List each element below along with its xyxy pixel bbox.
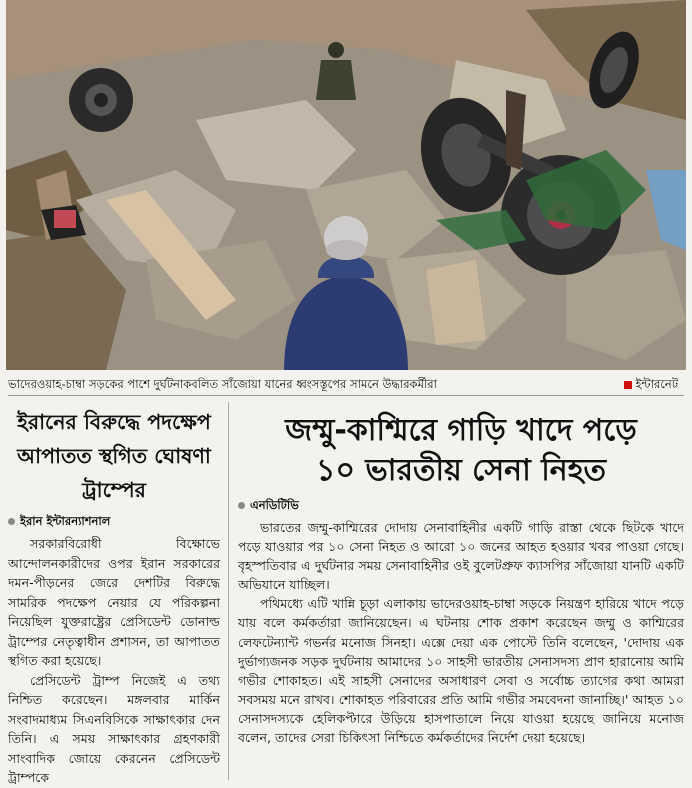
- photo-caption-row: [8, 373, 684, 396]
- left-source: [8, 513, 220, 532]
- main-paragraph-1: ভারতের জম্মু-কাশ্মিরের দোদায় সেনাবাহিনীর একটি গাড়ি রাস্তা থেকে ছিটকে খাদে পড়ে যাওয়ার পর ১০ সেনা নিহত ও আরো ১০ জনের আহত হওয়ার খবর পাওয়া গেছে। বৃহস্পতিবার এ দুর্ঘটনার সময় সেনাবাহিনীর ওই বুলেটপ্রুফ ক্যাসপির সাঁজোয়া যানটি একটি অভিযানে যাচ্ছিল।: [238, 520, 684, 593]
- left-headline-line-3: ট্রাম্পের: [82, 478, 146, 502]
- left-story: [8, 405, 220, 788]
- main-headline: [238, 411, 684, 491]
- accident-photo: [6, 0, 686, 370]
- left-headline-line-1: ইরানের বিরুদ্ধে পদক্ষেপ: [17, 410, 211, 434]
- main-paragraph-2: পথিমধ্যে এটি খান্নি চূড়া এলাকায় ভাদেরওয়াহ-চাম্বা সড়কে নিয়ন্ত্রণ হারিয়ে খাদে পড়ে যায় বলে কর্মকর্তারা জানিয়েছেন। এ ঘটনায় শোক প্রকাশ করেছেন জম্মু ও কাশ্মিরের লেফটেন্যান্ট গভর্নর মনোজ সিনহা। এক্সে দেয়া এক পোস্টে তিনি বলেছেন, 'দোদায় এক দুর্ভাগ্যজনক সড়ক দুর্ঘটনায় আমাদের ১০ সাহসী ভারতীয় সেনাসদস্য প্রাণ হারানোয় আমি গভীর শোকাহত। এই সাহসী সেনাদের অসাধারণ সেবা ও সর্বোচ্চ ত্যাগের কথা আমরা সবসময় মনে রাখব। শোকাহত পরিবারের প্রতি আমি গভীর সমবেদনা জানাচ্ছি।' আহত ১০ সেনাসদস্যকে হেলিকপ্টারে উড়িয়ে হাসপাতালে নিয়ে যাওয়া হয়েছে জানিয়ে মনোজ বলেন, তাদের সেরা চিকিৎসা নিশ্চিতে কর্মকর্তাদের নির্দেশ দেয়া হয়েছে।: [238, 596, 684, 746]
- column-divider: [228, 402, 229, 780]
- left-headline-line-2: আপাতত স্থগিত ঘোষণা: [17, 444, 211, 468]
- photo-credit: [624, 373, 678, 395]
- bullet-icon: [238, 502, 245, 509]
- main-source: [238, 497, 684, 516]
- main-source-text: এনডিটিভি: [250, 498, 299, 512]
- photo-caption: ভাদেরওয়াহ-চাম্বা সড়কের পাশে দুর্ঘটনাকবলিত সাঁজোয়া যানের ধ্বংসস্তূপের সামনে উদ্ধারকর্মীরা: [8, 377, 437, 391]
- credit-marker-icon: [624, 381, 632, 389]
- left-paragraph-1: সরকারবিরোধী বিক্ষোভে আন্দোলনকারীদের ওপর ইরান সরকারের দমন-পীড়নের জেরে দেশটির বিরুদ্ধে সামরিক পদক্ষেপ নেয়ার যে পরিকল্পনা নিয়েছিল যুক্তরাষ্ট্রের প্রেসিডেন্ট ডোনাল্ড ট্রাম্পের নেতৃত্বাধীন প্রশাসন, তা আপাতত স্থগিত করা হয়েছে।: [8, 536, 220, 668]
- left-source-text: ইরান ইন্টারন্যাশনাল: [20, 514, 111, 528]
- main-headline-line-1: জম্মু-কাশ্মিরে গাড়ি খাদে পড়ে: [285, 413, 637, 448]
- main-body: [238, 518, 684, 747]
- left-body: [8, 534, 220, 788]
- left-headline: [8, 405, 220, 507]
- main-story: [238, 405, 684, 747]
- left-paragraph-2: প্রেসিডেন্ট ট্রাম্প নিজেই এ তথ্য নিশ্চিত করেছেন। মঙ্গলবার মার্কিন সংবাদমাধ্যম সিএনবিসিকে সাক্ষাৎকার দেন তিনি। এ সময় সাক্ষাৎকার গ্রহণকারী সাংবাদিক জোয়ে কেরনেন প্রেসিডেন্ট ট্রাম্পকে: [8, 672, 220, 785]
- bullet-icon: [8, 518, 15, 525]
- photo-credit-text: ইন্টারনেট: [635, 377, 678, 391]
- main-headline-line-2: ১০ ভারতীয় সেনা নিহত: [316, 453, 606, 488]
